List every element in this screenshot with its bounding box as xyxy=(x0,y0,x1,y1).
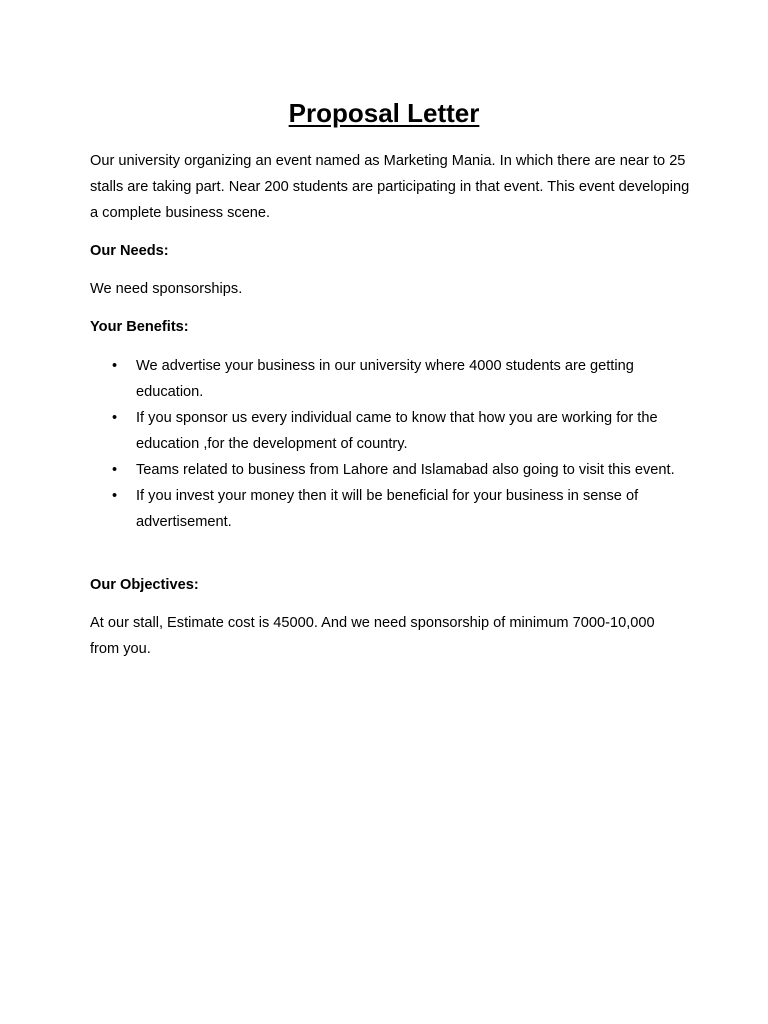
list-item-text: If you invest your money then it will be beneficial for your business in sense of advertisement. xyxy=(136,488,639,530)
needs-heading: Our Needs: xyxy=(90,243,169,259)
page-title: Proposal Letter xyxy=(288,98,480,128)
objectives-heading: Our Objectives: xyxy=(90,577,199,593)
benefits-list xyxy=(90,353,690,535)
list-item xyxy=(90,483,690,535)
intro-paragraph: Our university organizing an event named as Marketing Mania. In which there are near to 25 stalls are taking part. Near 200 students are participating in that event. This event developing a complete business scene. xyxy=(90,153,690,221)
needs-paragraph: We need sponsorships. xyxy=(90,281,243,297)
bullet-icon: • xyxy=(112,488,118,504)
list-item-text: Teams related to business from Lahore and Islamabad also going to visit this event. xyxy=(136,462,675,478)
bullet-icon: • xyxy=(112,462,118,478)
list-item-text: If you sponsor us every individual came to know that how you are working for the education ,for the development of country. xyxy=(136,410,658,452)
list-item xyxy=(90,405,690,457)
objectives-paragraph: At our stall, Estimate cost is 45000. And we need sponsorship of minimum 7000-10,000 from you. xyxy=(90,615,655,657)
bullet-icon: • xyxy=(112,410,118,426)
list-item xyxy=(90,457,690,483)
bullet-icon: • xyxy=(112,358,118,374)
benefits-heading: Your Benefits: xyxy=(90,319,189,335)
list-item xyxy=(90,353,690,405)
list-item-text: We advertise your business in our university where 4000 students are getting education. xyxy=(136,358,634,400)
